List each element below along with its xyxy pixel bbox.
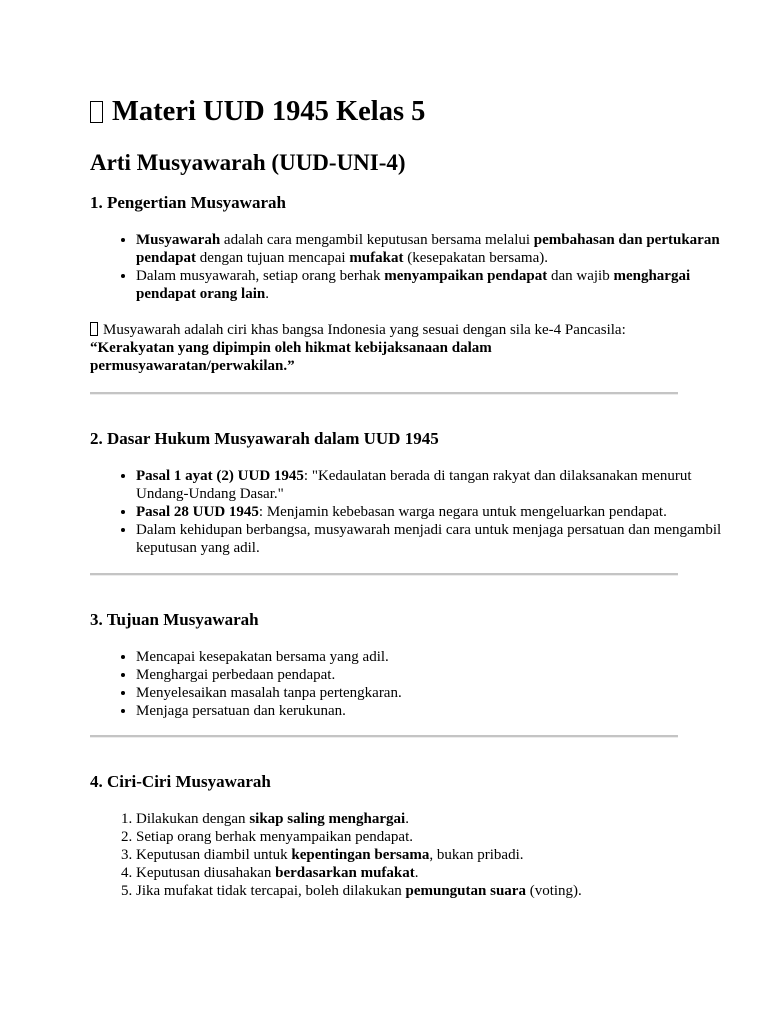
section-heading-dasar-hukum: 2. Dasar Hukum Musyawarah dalam UUD 1945 [90, 429, 439, 448]
missing-glyph-icon [90, 322, 98, 336]
pancasila-quote: “Kerakyatan yang dipimpin oleh hikmat kebijaksanaan dalam permusyawaratan/perwakilan.” [90, 340, 492, 374]
pengertian-list [90, 231, 726, 303]
section-heading-ciri-ciri: 4. Ciri-Ciri Musyawarah [90, 772, 271, 791]
list-item: 2. Setiap orang berhak menyampaikan pendapat. [136, 828, 726, 846]
ciri-ciri-list [90, 810, 726, 900]
list-item: • Menjaga persatuan dan kerukunan. [136, 702, 726, 720]
missing-glyph-icon [90, 101, 103, 123]
section-divider [90, 392, 678, 395]
page-subtitle: Arti Musyawarah (UUD-UNI-4) [90, 150, 406, 175]
list-item: 4. Keputusan diusahakan berdasarkan mufakat. [136, 864, 726, 882]
list-item: 3. Keputusan diambil untuk kepentingan bersama, bukan pribadi. [136, 846, 726, 864]
section-divider [90, 573, 678, 576]
list-item: • Musyawarah adalah cara mengambil keputusan bersama melalui pembahasan dan pertukaran pendapat dengan tujuan mencapai mufakat (kesepakatan bersama). [136, 231, 726, 267]
list-item: 5. Jika mufakat tidak tercapai, boleh dilakukan pemungutan suara (voting). [136, 882, 726, 900]
list-item: • Menghargai perbedaan pendapat. [136, 666, 726, 684]
list-item: • Pasal 1 ayat (2) UUD 1945: "Kedaulatan berada di tangan rakyat dan dilaksanakan menurut Undang-Undang Dasar." [136, 467, 726, 503]
dasar-hukum-list [90, 467, 726, 557]
list-item: • Pasal 28 UUD 1945: Menjamin kebebasan warga negara untuk mengeluarkan pendapat. [136, 503, 726, 521]
list-item: • Mencapai kesepakatan bersama yang adil. [136, 648, 726, 666]
section-heading-pengertian: 1. Pengertian Musyawarah [90, 193, 286, 212]
page-title: Materi UUD 1945 Kelas 5 [90, 94, 425, 130]
list-item: 1. Dilakukan dengan sikap saling menghargai. [136, 810, 726, 828]
list-item: • Menyelesaikan masalah tanpa pertengkaran. [136, 684, 726, 702]
tujuan-list [90, 648, 726, 720]
pancasila-note: Musyawarah adalah ciri khas bangsa Indonesia yang sesuai dengan sila ke-4 Pancasila: “Kerakyatan yang dipimpin oleh hikmat kebijaksanaan dalam permusyawaratan/perwakilan.” [90, 322, 626, 374]
section-divider [90, 735, 678, 738]
list-item: • Dalam musyawarah, setiap orang berhak menyampaikan pendapat dan wajib menghargai pendapat orang lain. [136, 267, 726, 303]
section-heading-tujuan: 3. Tujuan Musyawarah [90, 610, 259, 629]
list-item: • Dalam kehidupan berbangsa, musyawarah menjadi cara untuk menjaga persatuan dan mengambil keputusan yang adil. [136, 521, 726, 557]
